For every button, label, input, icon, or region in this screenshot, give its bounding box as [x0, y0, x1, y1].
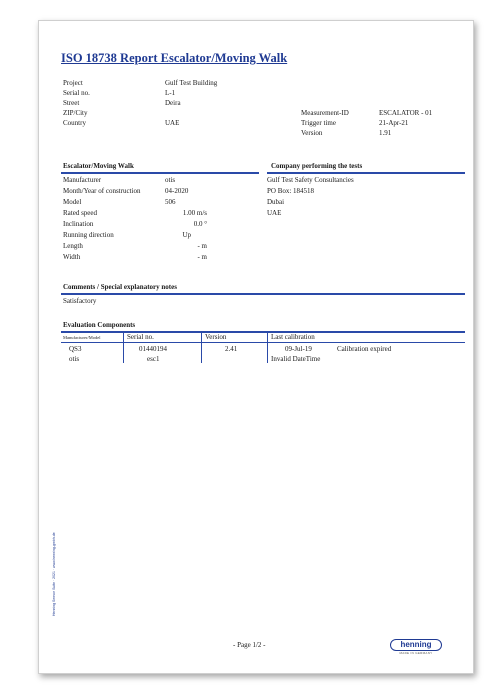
- escalator-row-label: Inclination: [63, 220, 94, 228]
- escalator-heading-rule: [61, 172, 259, 174]
- comments-heading: Comments / Special explanatory notes: [63, 283, 177, 291]
- component-model: otis: [69, 355, 80, 363]
- company-heading: Company performing the tests: [271, 162, 363, 170]
- serial-label: Serial no.: [63, 89, 90, 97]
- escalator-heading: Escalator/Moving Walk: [63, 162, 134, 170]
- table-divider: [267, 331, 268, 363]
- component-calibration-date: 09-Jul-19: [285, 345, 312, 353]
- component-version: 2.41: [225, 345, 238, 353]
- trigger-time-value: 21-Apr-21: [379, 119, 409, 127]
- report-title: ISO 18738 Report Escalator/Moving Walk: [61, 51, 288, 65]
- project-label: Project: [63, 79, 83, 87]
- column-header-version: Version: [205, 333, 227, 341]
- henning-logo: [390, 639, 442, 657]
- escalator-row-label: Width: [63, 253, 81, 261]
- table-divider: [201, 331, 202, 363]
- column-header-model: Manufacturer/Model: [63, 335, 101, 340]
- logo-wordmark: henning: [390, 639, 442, 651]
- escalator-row-value: otis: [165, 176, 176, 184]
- escalator-row-value: - m: [197, 253, 207, 261]
- escalator-row-value: Up: [182, 231, 191, 239]
- country-value: UAE: [165, 119, 180, 127]
- escalator-row-label: Length: [63, 242, 83, 250]
- logo-tagline: MADE IN GERMANY: [399, 651, 433, 655]
- street-label: Street: [63, 99, 80, 107]
- comments-heading-rule: [61, 293, 465, 295]
- company-line: Gulf Test Safety Consultancies: [267, 176, 354, 184]
- vertical-footer-text: Henning Sensor Suite · 2021 · www.henning-gmbh.de: [52, 532, 56, 616]
- page-number: - Page 1/2 -: [233, 641, 266, 649]
- component-serial: esc1: [147, 355, 160, 363]
- escalator-row-value: 1.00 m/s: [182, 209, 207, 217]
- escalator-row-value: 0.0 °: [193, 220, 207, 228]
- street-value: Deira: [165, 99, 181, 107]
- measurement-id-label: Measurement-ID: [301, 109, 349, 117]
- component-calibration-date: Invalid DateTime: [271, 355, 321, 363]
- zip-label: ZIP/City: [63, 109, 88, 117]
- column-header-serial: Serial no.: [127, 333, 154, 341]
- component-model: QS3: [69, 345, 82, 353]
- measurement-id-value: ESCALATOR - 01: [379, 109, 433, 117]
- escalator-row-label: Month/Year of construction: [63, 187, 141, 195]
- column-header-calibration: Last calibration: [271, 333, 315, 341]
- escalator-row-value: 506: [165, 198, 176, 206]
- project-value: Gulf Test Building: [165, 79, 218, 87]
- escalator-row-value: - m: [197, 242, 207, 250]
- company-line: UAE: [267, 209, 282, 217]
- escalator-row-value: 04-2020: [165, 187, 189, 195]
- table-header-rule: [61, 342, 465, 343]
- escalator-row-label: Running direction: [63, 231, 114, 239]
- company-line: PO Box: 184518: [267, 187, 315, 195]
- version-value: 1.91: [379, 129, 392, 137]
- evaluation-heading-rule: [61, 331, 465, 333]
- report-page: [38, 20, 474, 674]
- evaluation-heading: Evaluation Components: [63, 321, 136, 329]
- escalator-row-label: Rated speed: [63, 209, 98, 217]
- escalator-row-label: Model: [63, 198, 82, 206]
- comments-text: Satisfactory: [63, 297, 97, 305]
- trigger-time-label: Trigger time: [301, 119, 336, 127]
- serial-value: L-1: [165, 89, 176, 97]
- company-heading-rule: [267, 172, 465, 174]
- component-serial: 01440194: [139, 345, 167, 353]
- company-line: Dubai: [267, 198, 285, 206]
- version-label: Version: [301, 129, 323, 137]
- escalator-row-label: Manufacturer: [63, 176, 102, 184]
- country-label: Country: [63, 119, 86, 127]
- component-calibration-status: Calibration expired: [337, 345, 392, 353]
- table-divider: [123, 331, 124, 363]
